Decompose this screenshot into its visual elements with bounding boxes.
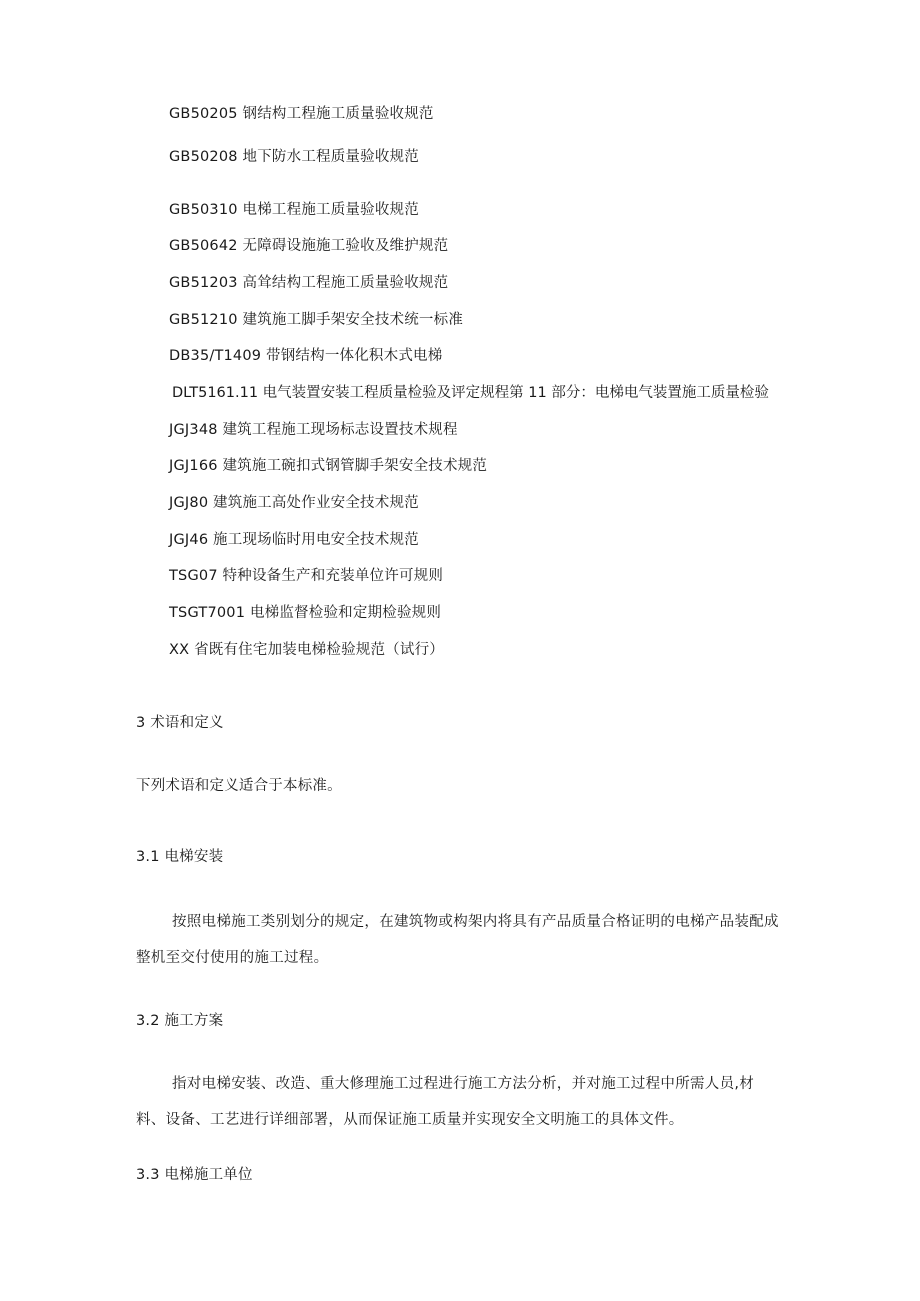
section-3-1-heading: 3.1 电梯安装	[136, 849, 224, 865]
paragraph-line: 料、设备、工艺进行详细部署，从而保证施工质量并实现安全文明施工的具体文件。	[136, 1112, 684, 1128]
standard-item: GB51203 高耸结构工程施工质量验收规范	[169, 275, 449, 291]
standard-item: GB50208 地下防水工程质量验收规范	[169, 149, 419, 165]
standard-item: TSG07 特种设备生产和充装单位许可规则	[169, 568, 444, 584]
standard-item: GB50205 钢结构工程施工质量验收规范	[169, 106, 434, 122]
section-3-2-heading: 3.2 施工方案	[136, 1013, 224, 1029]
standard-item: GB50642 无障碍设施施工验收及维护规范	[169, 238, 449, 254]
section-3-2-paragraph	[136, 1066, 816, 1138]
standard-item: XX 省既有住宅加装电梯检验规范（试行）	[169, 642, 444, 658]
section-3-1-paragraph	[136, 904, 816, 976]
standard-item: GB50310 电梯工程施工质量验收规范	[169, 202, 419, 218]
standard-item: JGJ166 建筑施工碗扣式钢管脚手架安全技术规范	[169, 458, 488, 474]
paragraph-line: 整机至交付使用的施工过程。	[136, 950, 329, 966]
standard-item: GB51210 建筑施工脚手架安全技术统一标准	[169, 312, 464, 328]
standard-item: JGJ80 建筑施工高处作业安全技术规范	[169, 495, 419, 511]
standard-item: DB35/T1409 带钢结构一体化积木式电梯	[169, 348, 443, 364]
paragraph-line: 按照电梯施工类别划分的规定，在建筑物或构架内将具有产品质量合格证明的电梯产品装配成	[172, 914, 779, 930]
standard-item: TSGT7001 电梯监督检验和定期检验规则	[169, 605, 442, 621]
section-3-heading: 3 术语和定义	[136, 715, 224, 731]
standard-item: JGJ348 建筑工程施工现场标志设置技术规程	[169, 422, 458, 438]
standard-item: JGJ46 施工现场临时用电安全技术规范	[169, 532, 419, 548]
section-3-intro: 下列术语和定义适合于本标准。	[136, 778, 342, 794]
paragraph-line: 指对电梯安装、改造、重大修理施工过程进行施工方法分析，并对施工过程中所需人员,材	[172, 1076, 755, 1092]
section-3-3-heading: 3.3 电梯施工单位	[136, 1167, 253, 1183]
standard-item: DLT5161.11 电气装置安装工程质量检验及评定规程第 11 部分：电梯电气装置施工质量检验	[172, 385, 769, 401]
